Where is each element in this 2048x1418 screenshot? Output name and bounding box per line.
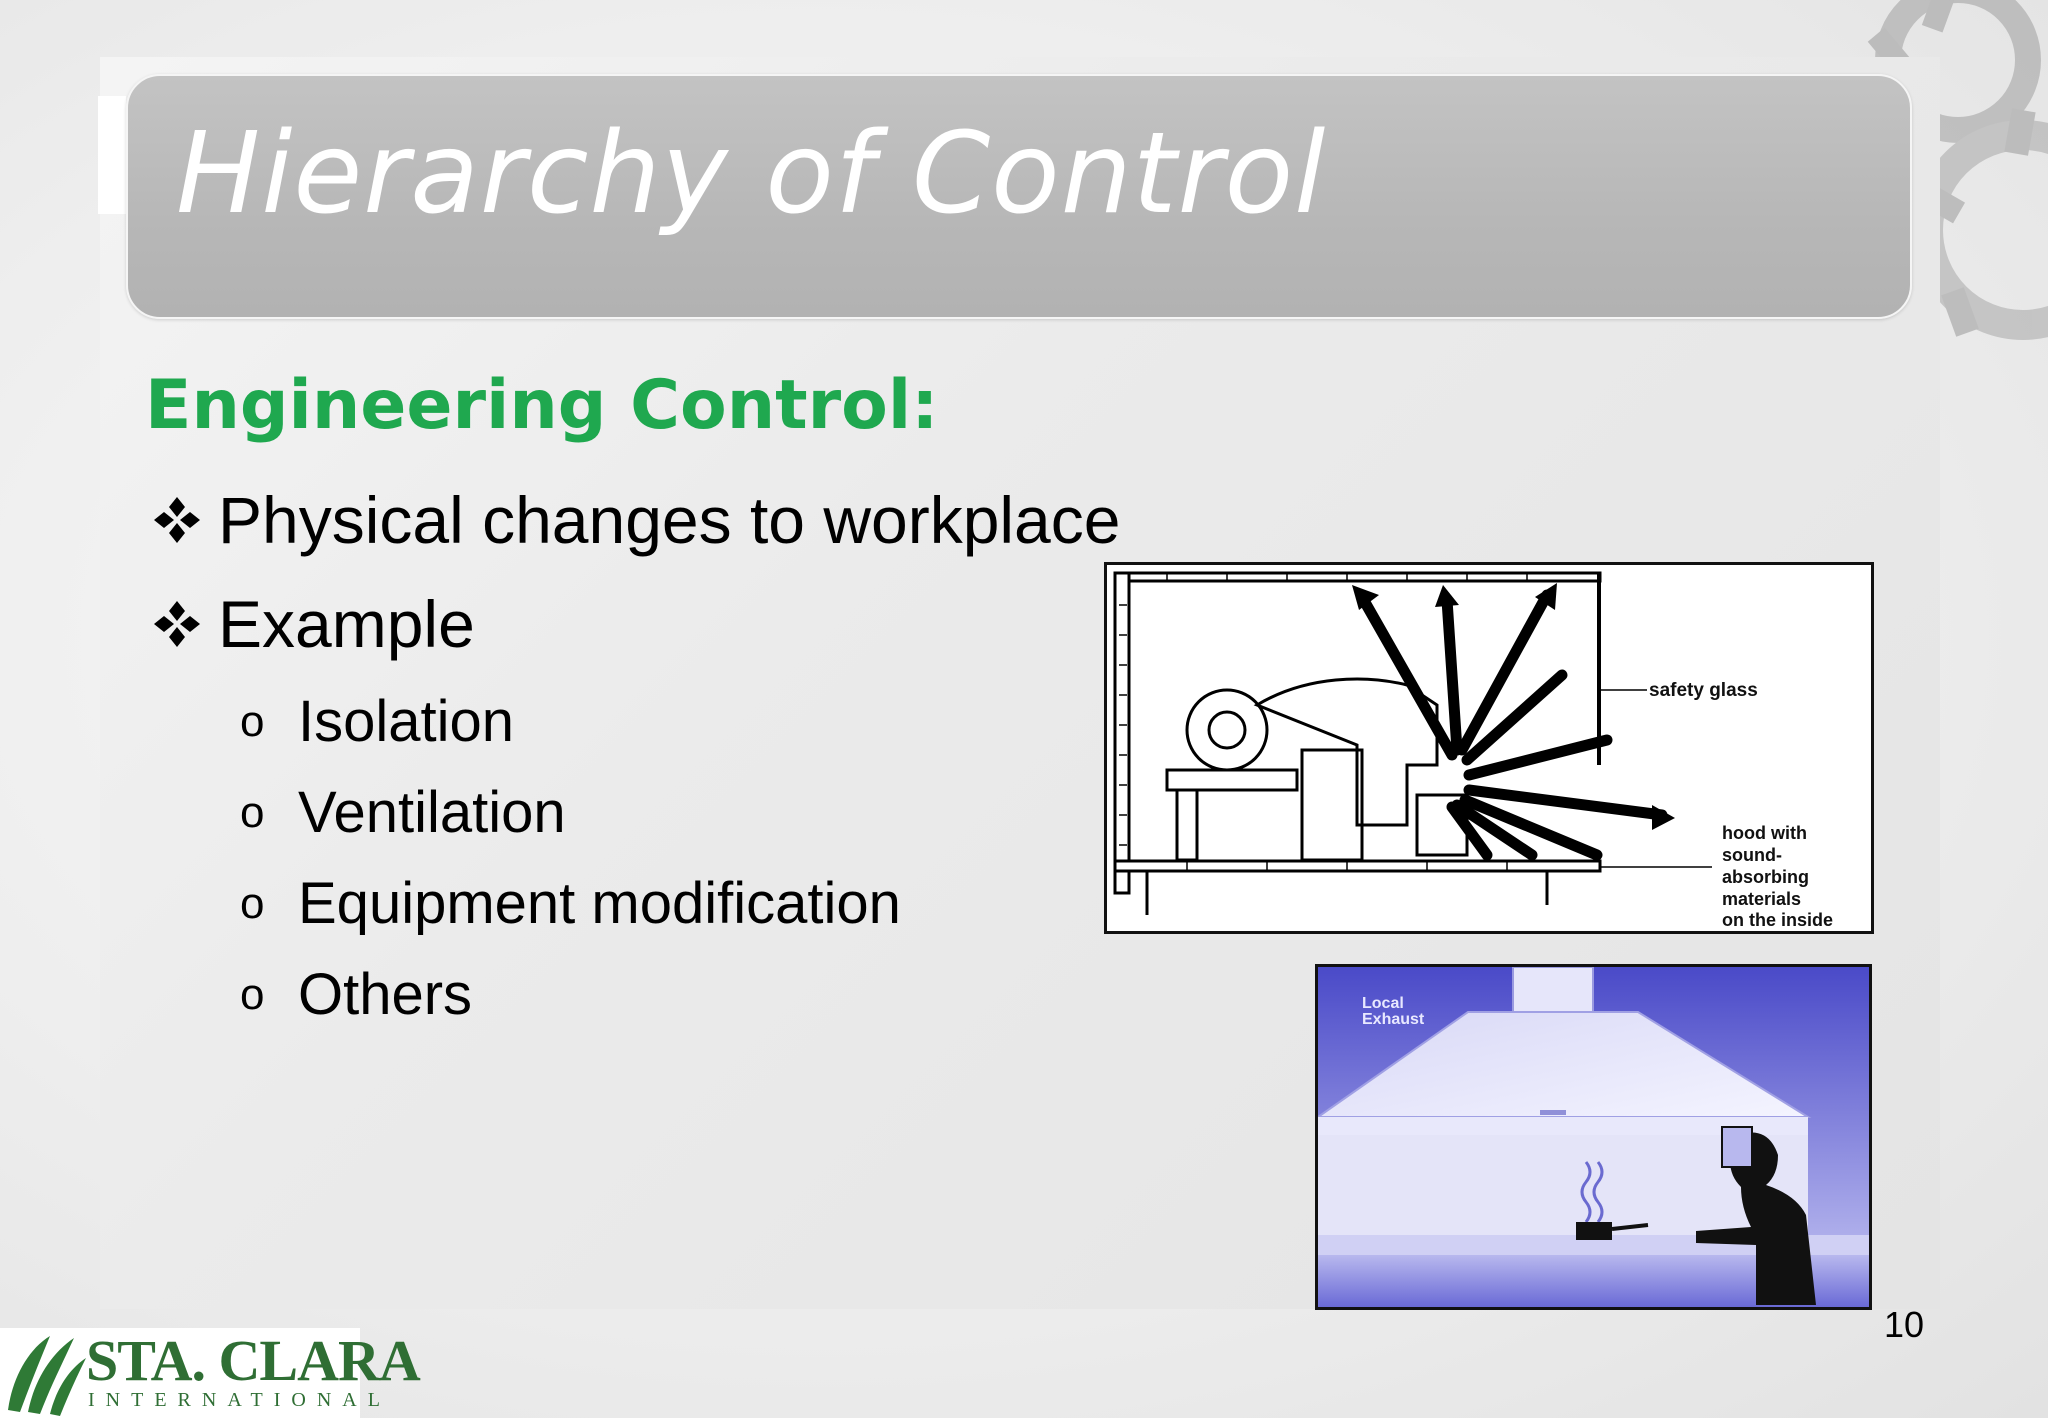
hood-label-line: absorbing: [1722, 867, 1810, 887]
circle-bullet-icon: o: [240, 697, 265, 746]
hood-label-line: materials: [1722, 889, 1802, 909]
bullet-item: [148, 587, 475, 661]
machine-enclosure-drawing: [1107, 565, 1871, 931]
leaf-logo-icon: [2, 1330, 88, 1416]
sub-bullet-item: [240, 689, 515, 754]
circle-bullet-icon: o: [240, 788, 265, 837]
bullet-text: Example: [218, 587, 475, 661]
sub-bullet-text: Ventilation: [298, 780, 566, 845]
machine-enclosure-illustration: [1104, 562, 1874, 934]
bullet-text: Physical changes to workplace: [218, 483, 1121, 557]
hood-label-line: on the inside: [1722, 910, 1834, 930]
logo-subtitle: INTERNATIONAL: [88, 1389, 391, 1411]
local-exhaust-drawing: [1318, 967, 1869, 1307]
logo-company-name: STA. CLARA: [86, 1328, 420, 1393]
sub-bullet-item: [240, 780, 566, 845]
local-exhaust-label-line: Exhaust: [1362, 1011, 1425, 1028]
hood-label-line: sound-: [1722, 845, 1782, 865]
four-diamond-bullet-icon: [148, 491, 206, 549]
page-number: 10: [1884, 1304, 1925, 1345]
sub-bullet-item: [240, 871, 901, 936]
sub-bullet-text: Others: [298, 962, 473, 1027]
circle-bullet-icon: o: [240, 879, 265, 928]
sub-bullet-text: Equipment modification: [298, 871, 901, 936]
four-diamond-bullet-icon: [148, 595, 206, 653]
hood-label-line: hood with: [1722, 823, 1807, 843]
title-accent-strip: [98, 96, 126, 214]
section-heading: Engineering Control:: [145, 366, 939, 445]
bullet-item: [148, 483, 1121, 557]
sub-bullet-item: [240, 962, 473, 1027]
circle-bullet-icon: o: [240, 970, 265, 1019]
sub-bullet-text: Isolation: [298, 689, 515, 754]
local-exhaust-illustration: [1315, 964, 1872, 1310]
local-exhaust-label-line: Local: [1362, 995, 1404, 1012]
slide-title: Hierarchy of Control: [176, 109, 1327, 239]
safety-glass-label: safety glass: [1649, 680, 1758, 701]
